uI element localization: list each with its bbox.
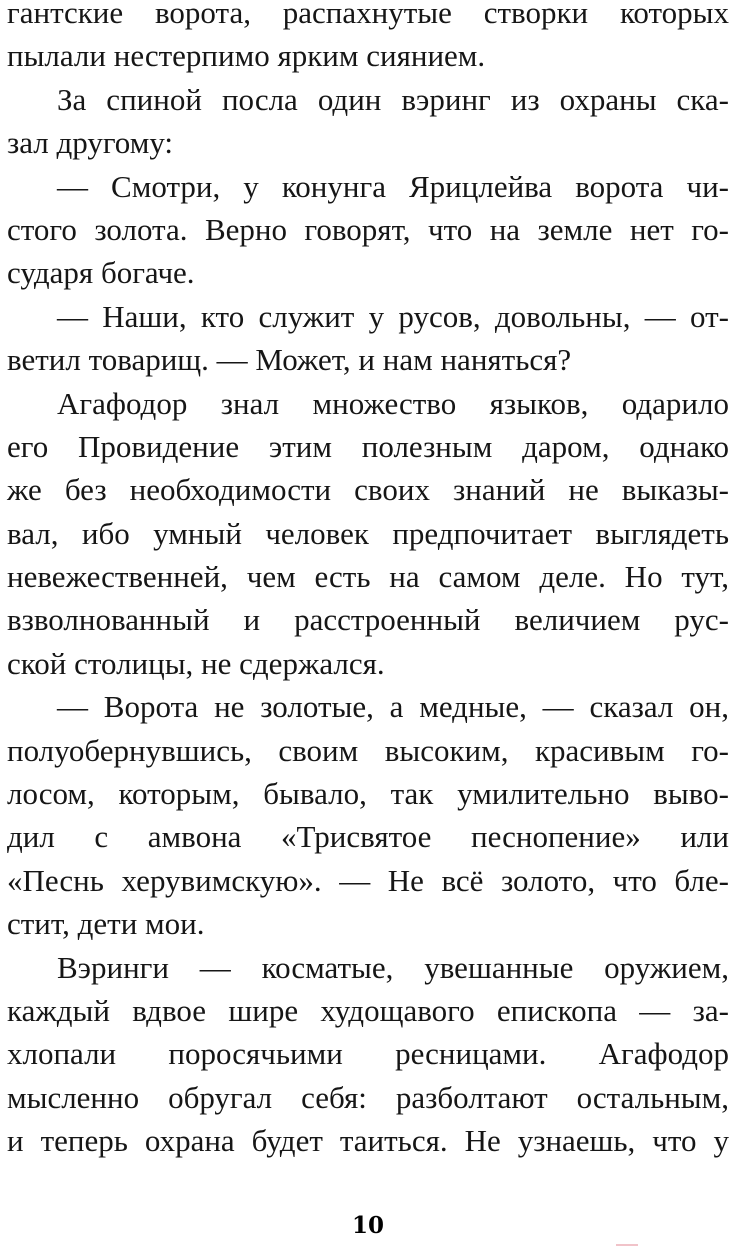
text-line: взволнованный и расстроенный величием рус- xyxy=(7,602,729,638)
text-line: гантские ворота, распахнутые створки которых xyxy=(7,0,729,30)
text-line: лосом, которым, бывало, так умилительно выво- xyxy=(7,776,729,812)
text-line: и теперь охрана будет таиться. Не узнаешь, что у xyxy=(7,1123,729,1159)
text-line: зал другому: xyxy=(7,125,174,161)
text-line: мысленно обругал себя: разболтают остальным, xyxy=(7,1079,729,1115)
text-line: полуобернувшись, своим высоким, красивым го- xyxy=(7,732,729,768)
text-line: «Песнь херувимскую». — Не всё золото, что бле- xyxy=(7,862,729,898)
text-line: хлопали поросячьими ресницами. Агафодор xyxy=(7,1036,729,1072)
body-text xyxy=(7,0,729,1163)
text-line: ской столицы, не сдержался. xyxy=(7,645,385,681)
page-number: 10 xyxy=(351,1212,384,1239)
scan-mark xyxy=(616,1244,638,1246)
text-line: дил с амвона «Трисвятое песнопение» или xyxy=(7,819,729,855)
text-line: — Наши, кто служит у русов, довольны, — от- xyxy=(57,298,729,334)
text-line: пылали нестерпимо ярким сиянием. xyxy=(7,38,486,74)
text-line: каждый вдвое шире худощавого епископа — за- xyxy=(7,992,729,1028)
text-line: — Смотри, у конунга Ярицлейва ворота чи- xyxy=(57,168,729,204)
text-line: — Ворота не золотые, а медные, — сказал он, xyxy=(57,689,729,725)
text-line: же без необходимости своих знаний не выказы- xyxy=(7,472,729,508)
text-line: вал, ибо умный человек предпочитает выглядеть xyxy=(7,515,729,551)
text-line: невежественней, чем есть на самом деле. Но тут, xyxy=(7,559,729,595)
text-line: сударя богаче. xyxy=(7,255,195,291)
text-line: Вэринги — косматые, увешанные оружием, xyxy=(57,949,729,985)
text-line: Агафодор знал множество языков, одарило xyxy=(57,385,729,421)
text-line: ветил товарищ. — Может, и нам наняться? xyxy=(7,342,572,378)
text-line: стого золота. Верно говорят, что на земле нет го- xyxy=(7,211,729,247)
text-line: стит, дети мои. xyxy=(7,906,205,942)
text-line: За спиной посла один вэринг из охраны ска- xyxy=(57,81,729,117)
text-line: его Провидение этим полезным даром, однако xyxy=(7,428,729,464)
